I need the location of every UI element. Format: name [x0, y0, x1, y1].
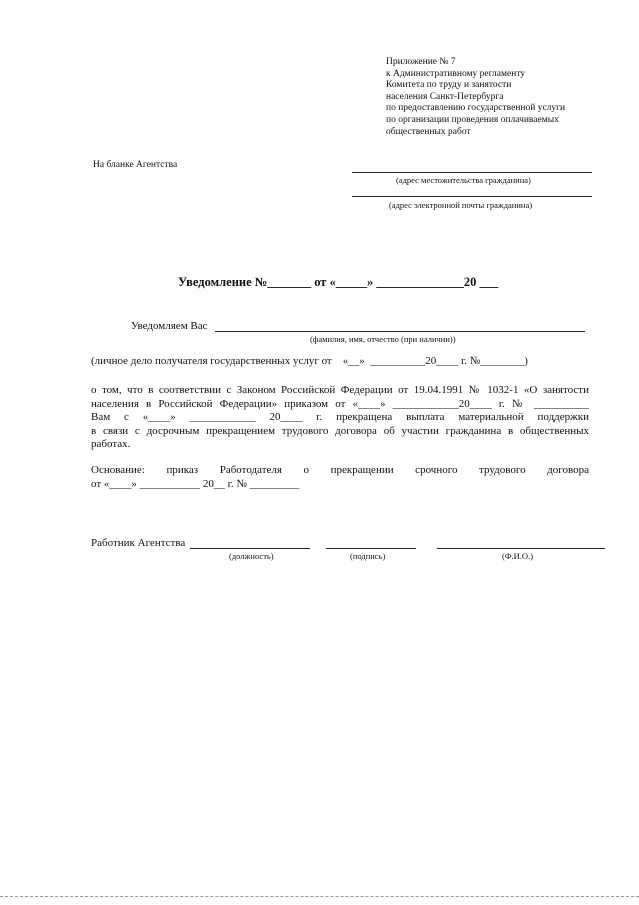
email-caption: (адрес электронной почты гражданина): [389, 200, 533, 210]
appendix-line: Приложение № 7: [386, 57, 456, 67]
address-caption: (адрес местожительства гражданина): [396, 175, 531, 185]
body-line: населения в Российской Федерации» приказом от «____» ____________20____ г. № __________: [91, 397, 589, 410]
name-line[interactable]: [437, 548, 605, 549]
basis-line: Основание: приказ Работодателя о прекращении срочного трудового договора: [91, 464, 589, 476]
name-caption: (Ф.И.О.): [502, 551, 534, 561]
appendix-line: Комитета по труду и занятости: [386, 80, 512, 91]
notice-title: Уведомление №_______ от «_____» ______________20 ___: [178, 275, 499, 289]
appendix-line: по организации проведения оплачиваемых: [386, 114, 559, 125]
appendix-line: общественных работ: [386, 126, 471, 137]
sign-caption: (подпись): [350, 551, 386, 561]
fio-line[interactable]: [215, 331, 585, 332]
appendix-line: по предоставлению государственной услуги: [386, 103, 566, 114]
position-line[interactable]: [190, 548, 310, 549]
body-line: Вам с «____» ____________ 20____ г. прекращена выплата материальной поддержки: [91, 411, 589, 423]
position-caption: (должность): [229, 551, 274, 561]
notify-label: Уведомляем Вас: [131, 320, 208, 332]
body-paragraph: [91, 384, 589, 452]
email-line[interactable]: [352, 196, 592, 197]
basis-line: от «____» ___________ 20__ г. № _________: [91, 477, 300, 490]
appendix-line: населения Санкт-Петербурга: [386, 91, 504, 102]
body-line-last: работах.: [91, 438, 131, 450]
personal-case: (личное дело получателя государственных услуг от «__» __________20____ г. №________): [91, 355, 528, 367]
basis-block: [91, 464, 589, 491]
address-line[interactable]: [352, 172, 592, 173]
letterhead-note: На бланке Агентства: [93, 160, 178, 170]
body-line: в связи с досрочным прекращением трудового договора об участии гражданина в общественных: [91, 424, 589, 437]
page-bottom-edge: [0, 896, 639, 897]
signature-label: Работник Агентства: [91, 537, 186, 549]
sign-line[interactable]: [326, 548, 416, 549]
body-line: о том, что в соответствии с Законом Российской Федерации от 19.04.1991 № 1032-1 «О занятости: [91, 384, 589, 396]
appendix-line: к Административному регламенту: [386, 68, 526, 79]
fio-caption: (фамилия, имя, отчество (при наличии)): [310, 334, 456, 344]
appendix-block: [386, 57, 565, 138]
